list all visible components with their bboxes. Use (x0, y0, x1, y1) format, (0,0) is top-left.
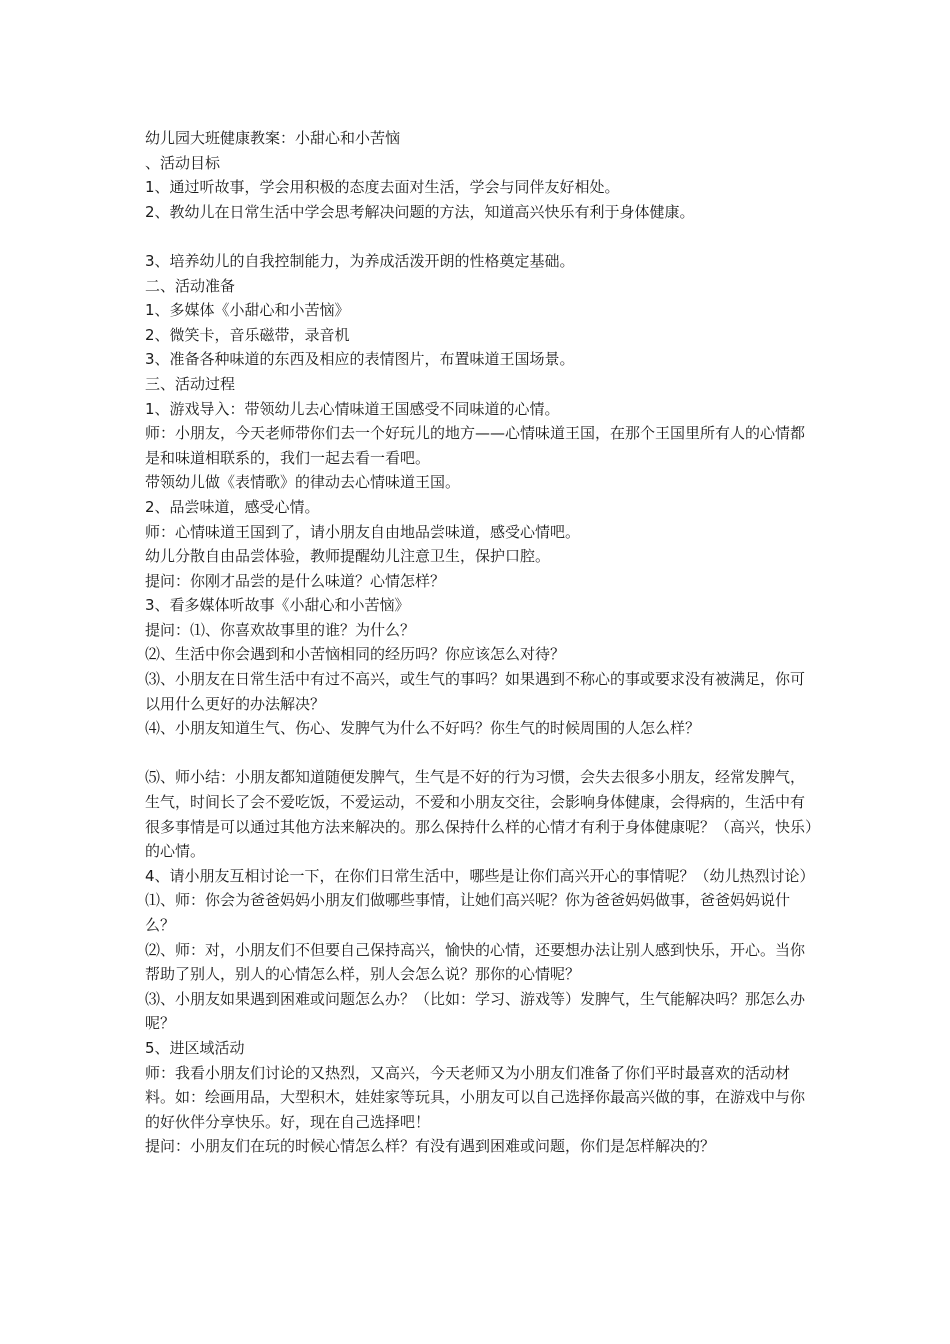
paragraph-line: 2、教幼儿在日常生活中学会思考解决问题的方法，知道高兴快乐有利于身体健康。 (145, 202, 695, 221)
paragraph-line: 2、品尝味道，感受心情。 (145, 497, 320, 516)
paragraph-line: 二、活动准备 (145, 276, 236, 295)
paragraph-line: 1、通过听故事，学会用积极的态度去面对生活，学会与同伴友好相处。 (145, 178, 620, 197)
paragraph-line: ⑸、师小结：小朋友都知道随便发脾气，生气是不好的行为习惯，会失去很多小朋友，经常发脾气，生气，时间长了会不爱吃饭，不爱运动，不爱和小朋友交往，会影响身体健康，会得病的，生活中有很多事情是可以通过其他方法来解决的。那么保持什么样的心情才有利于身体健康呢？（高兴，快乐）的心情。 (145, 768, 813, 861)
paragraph-line: 提问：你刚才品尝的是什么味道？心情怎样？ (145, 571, 446, 590)
paragraph-line: 1、多媒体《小甜心和小苦恼》 (145, 301, 350, 320)
paragraph-line: ⑴、师：你会为爸爸妈妈小朋友们做哪些事情，让她们高兴呢？你为爸爸妈妈做事，爸爸妈妈说什么？ (145, 891, 791, 934)
blank-line (145, 224, 815, 249)
paragraph-line: 师：心情味道王国到了，请小朋友自由地品尝味道，感受心情吧。 (145, 522, 581, 541)
paragraph-line: 1、游戏导入：带领幼儿去心情味道王国感受不同味道的心情。 (145, 399, 560, 418)
paragraph-line: ⑷、小朋友知道生气、伤心、发脾气为什么不好吗？你生气的时候周围的人怎么样？ (145, 719, 701, 738)
paragraph-line: 提问：⑴、你喜欢故事里的谁？为什么？ (145, 620, 416, 639)
paragraph-line: 三、活动过程 (145, 374, 236, 393)
paragraph-line: 4、请小朋友互相讨论一下，在你们日常生活中，哪些是让你们高兴开心的事情呢？（幼儿热烈讨论） (145, 866, 815, 885)
paragraph-line: 5、进区域活动 (145, 1038, 245, 1057)
paragraph-line: 师：我看小朋友们讨论的又热烈，又高兴，今天老师又为小朋友们准备了你们平时最喜欢的活动材料。如：绘画用品，大型积木，娃娃家等玩具，小朋友可以自己选择你最高兴做的事，在游戏中与你的好伙伴分享快乐。好，现在自己选择吧！ (145, 1063, 806, 1131)
paragraph-line: ⑵、生活中你会遇到和小苦恼相同的经历吗？你应该怎么对待？ (145, 645, 566, 664)
paragraph-line: 3、看多媒体听故事《小甜心和小苦恼》 (145, 596, 410, 615)
paragraph-line: 3、培养幼儿的自我控制能力，为养成活泼开朗的性格奠定基础。 (145, 251, 575, 270)
paragraph-line: 师：小朋友，今天老师带你们去一个好玩儿的地方——心情味道王国，在那个王国里所有人的心情都是和味道相联系的，我们一起去看一看吧。 (145, 424, 806, 467)
paragraph-line: 3、准备各种味道的东西及相应的表情图片，布置味道王国场景。 (145, 350, 575, 369)
paragraph-line: 幼儿分散自由品尝体验，教师提醒幼儿注意卫生，保护口腔。 (145, 547, 551, 566)
paragraph-line: 、活动目标 (145, 153, 221, 172)
paragraph-line: 2、微笑卡，音乐磁带，录音机 (145, 325, 350, 344)
document-body (145, 126, 815, 1159)
paragraph-line: ⑶、小朋友在日常生活中有过不高兴，或生气的事吗？如果遇到不称心的事或要求没有被满足，你可以用什么更好的办法解决？ (145, 670, 806, 713)
paragraph-line: 提问：小朋友们在玩的时候心情怎么样？有没有遇到困难或问题，你们是怎样解决的？ (145, 1137, 716, 1156)
blank-line (145, 741, 815, 766)
paragraph-line: ⑶、小朋友如果遇到困难或问题怎么办？（比如：学习、游戏等）发脾气，生气能解决吗？那怎么办呢？ (145, 989, 806, 1033)
paragraph-line: 带领幼儿做《表情歌》的律动去心情味道王国。 (145, 473, 461, 492)
document-title: 幼儿园大班健康教案：小甜心和小苦恼 (145, 129, 401, 147)
paragraph-line: ⑵、师：对，小朋友们不但要自己保持高兴，愉快的心情，还要想办法让别人感到快乐，开心。当你帮助了别人，别人的心情怎么样，别人会怎么说？那你的心情呢？ (145, 940, 806, 984)
